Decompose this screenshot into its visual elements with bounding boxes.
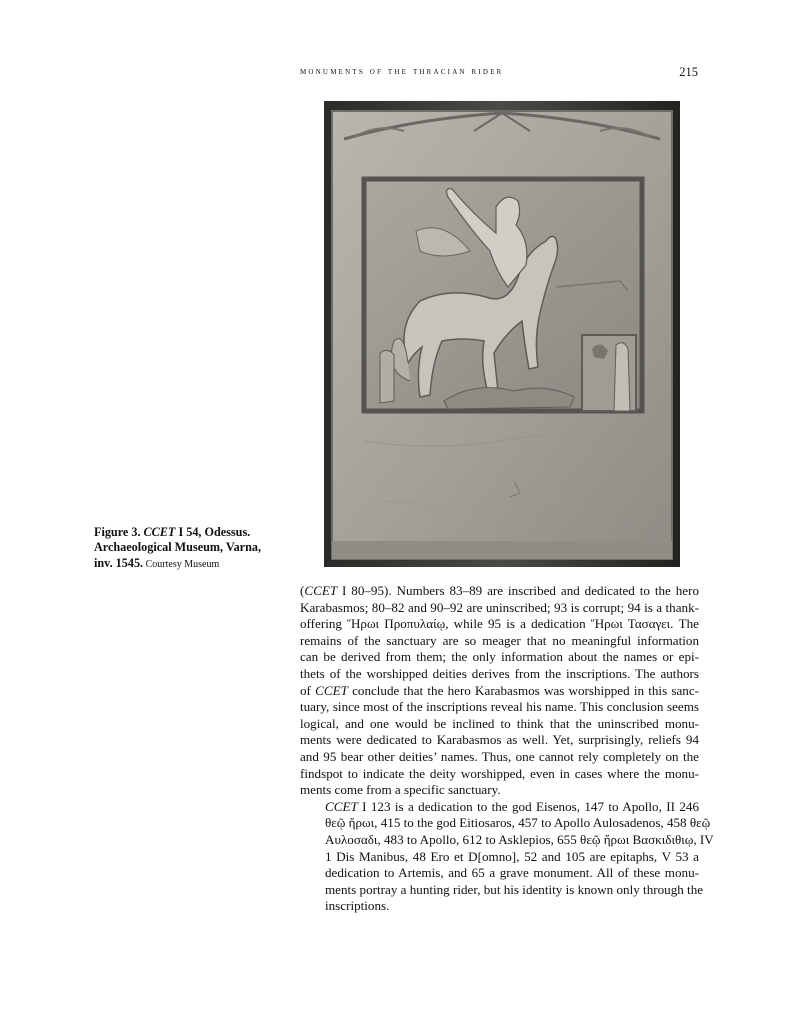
page-number: 215 <box>679 65 698 79</box>
text-line: and 95 bear other deities’ names. Thus, one cannot rely completely on the <box>300 748 699 764</box>
figure-caption <box>94 525 294 572</box>
text-line: Karabasmos; 80–82 and 90–92 are uninscribed; 93 is corrupt; 94 is a thank- <box>300 599 699 615</box>
running-title: monuments of the thracian rider <box>300 66 504 77</box>
text-line: Αυλοσαδι, 483 to Apollo, 612 to Asklepios, 655 θεῷ ἥρωι Βασκιδιθιῳ, IV <box>325 831 714 847</box>
caption-ref: CCET <box>143 525 176 539</box>
running-head <box>300 66 700 82</box>
body-text <box>300 583 714 915</box>
text-line: CCET I 123 is a dedication to the god Eisenos, 147 to Apollo, II 246 <box>325 798 699 814</box>
paragraph-1 <box>300 583 699 799</box>
caption-inventory: inv. 1545. <box>94 555 144 570</box>
caption-label: Figure 3. <box>94 525 141 539</box>
text-line: θεῷ ἥρωι, 415 to the god Eitiosaros, 457 to Apollo Aulosadenos, 458 θεῷ <box>325 815 711 831</box>
caption-ref-rest: I 54, Odessus. <box>175 525 251 539</box>
text-line: tuary, since most of the inscriptions reveal his name. This conclusion seems <box>300 699 699 715</box>
text-line: can be derived from them; the only information about the names or epi- <box>300 649 699 665</box>
text-line: dedication to Artemis, and 65 a grave monument. All of these monu- <box>325 865 699 881</box>
text-line: (CCET I 80–95). Numbers 83–89 are inscribed and dedicated to the hero <box>300 583 699 598</box>
caption-museum: Archaeological Museum, Varna, <box>94 540 262 555</box>
paragraph-2 <box>300 798 714 915</box>
text-line: of CCET conclude that the hero Karabasmos was worshipped in this sanc- <box>300 682 699 698</box>
text-line: 1 Dis Manibus, 48 Ero et D[omno], 52 and 105 are epitaphs, V 53 a <box>325 848 699 864</box>
text-line: ments were dedicated to Karabasmos as well. Yet, surprisingly, reliefs 94 <box>300 732 699 748</box>
text-line: logical, and one would be inclined to think that the uninscribed monu- <box>300 715 699 731</box>
caption-credit: Courtesy Museum <box>143 558 220 570</box>
text-line: thets of the worshipped deities derives from the inscriptions. The authors <box>300 665 699 681</box>
text-line: offering Ἥρωι Προπυλαίῳ, while 95 is a dedication Ἥρωι Τασαγει. The <box>300 616 699 632</box>
text-line: ments portray a hunting rider, but his identity is known only through the <box>325 881 704 897</box>
text-line: inscriptions. <box>325 898 390 914</box>
relief-photograph <box>324 101 680 567</box>
text-line: findspot to indicate the deity worshipped, even in cases where the monu- <box>300 765 699 781</box>
text-line: remains of the sanctuary are so meager that no meaningful information <box>300 632 699 648</box>
text-line: ments come from a specific sanctuary. <box>300 782 501 798</box>
